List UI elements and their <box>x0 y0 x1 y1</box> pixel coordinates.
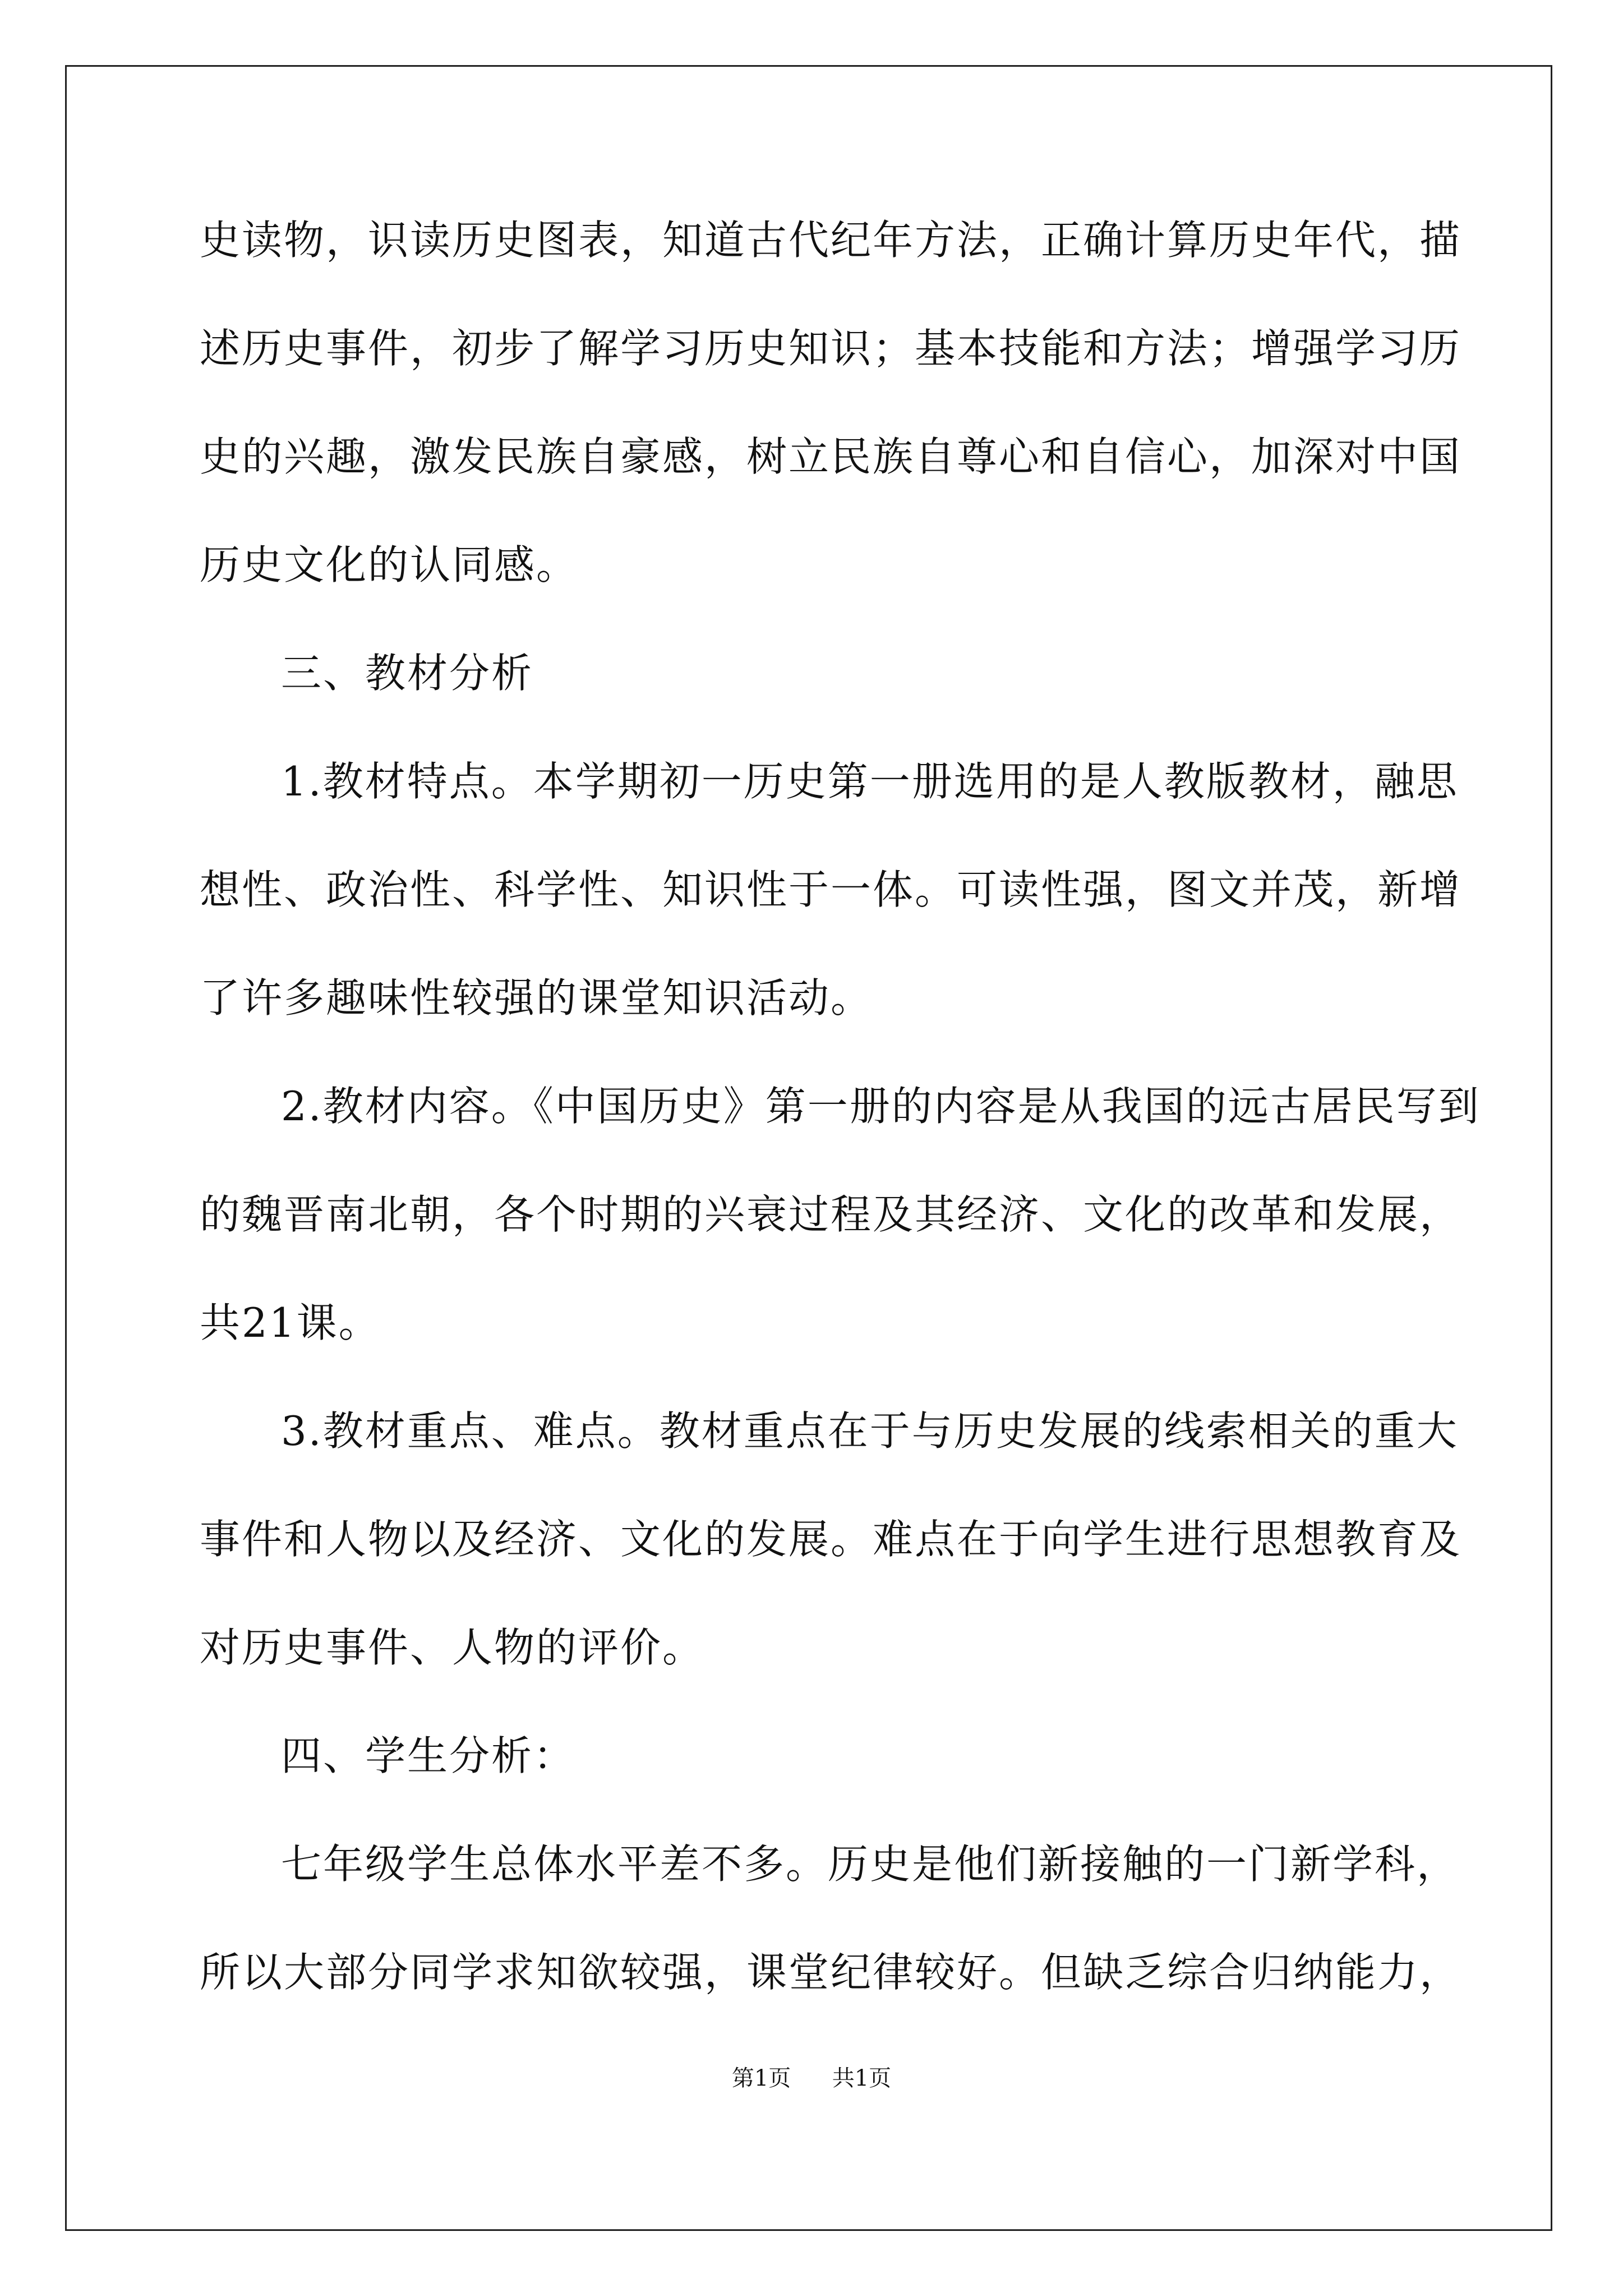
text-line: 想性、政治性、科学性、知识性于一体。可读性强，图文并茂，新增 <box>200 866 1462 913</box>
page-number: 第1页 <box>731 2065 791 2091</box>
text-line: 七年级学生总体水平差不多。历史是他们新接触的一门新学科， <box>281 1841 1459 1888</box>
section-heading: 四、学生分析： <box>281 1732 576 1779</box>
text-line: 了许多趣味性较强的课堂知识活动。 <box>200 974 873 1022</box>
text-line: 所以大部分同学求知欲较强，课堂纪律较好。但缺乏综合归纳能力， <box>200 1949 1462 1996</box>
page-footer <box>0 2064 1623 2092</box>
text-line: 史的兴趣，激发民族自豪感，树立民族自尊心和自信心，加深对中国 <box>200 433 1462 480</box>
text-line: 事件和人物以及经济、文化的发展。难点在于向学生进行思想教育及 <box>200 1516 1462 1563</box>
text-line: 的魏晋南北朝，各个时期的兴衰过程及其经济、文化的改革和发展， <box>200 1191 1462 1238</box>
text-line: 1.教材特点。本学期初一历史第一册选用的是人教版教材，融思 <box>281 758 1459 805</box>
text-line: 对历史事件、人物的评价。 <box>200 1624 705 1671</box>
text-line: 历史文化的认同感。 <box>200 541 579 588</box>
text-line: 共21课。 <box>200 1299 381 1346</box>
section-heading: 三、教材分析 <box>281 650 534 697</box>
text-line: 2.教材内容。《中国历史》第一册的内容是从我国的远古居民写到 <box>281 1083 1481 1130</box>
text-line: 史读物，识读历史图表，知道古代纪年方法，正确计算历史年代，描 <box>200 217 1462 264</box>
document-body <box>200 214 1481 2055</box>
text-line: 述历史事件，初步了解学习历史知识；基本技能和方法；增强学习历 <box>200 325 1462 372</box>
text-line: 3.教材重点、难点。教材重点在于与历史发展的线索相关的重大 <box>281 1407 1459 1455</box>
page-total: 共1页 <box>832 2065 892 2091</box>
